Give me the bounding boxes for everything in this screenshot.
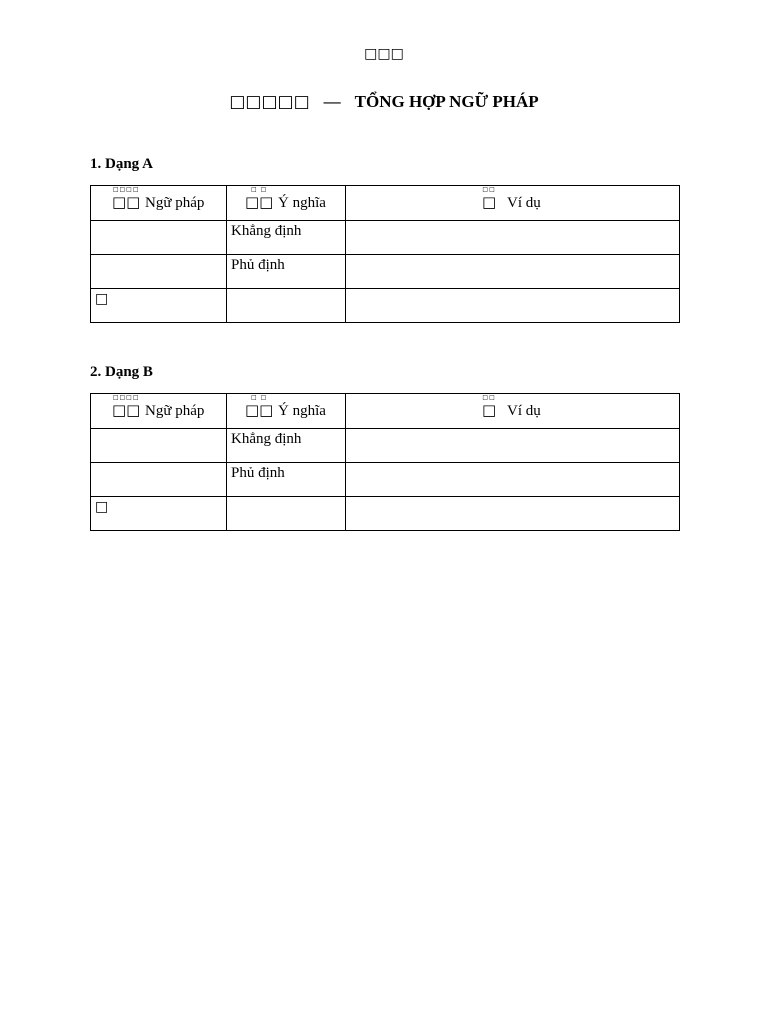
title-vietnamese: TỔNG HỢP NGỮ PHÁP xyxy=(354,92,539,111)
header-label: Ý nghĩa xyxy=(278,195,326,211)
section-heading-a: 1. Dạng A xyxy=(90,156,153,172)
cell-example[interactable] xyxy=(346,289,680,323)
kanji-text: □ xyxy=(482,401,497,419)
section-heading-b: 2. Dạng B xyxy=(90,364,153,380)
ruby-text: □□□□ xyxy=(112,186,140,193)
title-dash: — xyxy=(323,92,341,111)
header-label: Ý nghĩa xyxy=(278,403,326,419)
header-label: Ngữ pháp xyxy=(145,195,205,211)
title-japanese: □□□□□ xyxy=(229,92,310,112)
table-row xyxy=(91,463,680,497)
ruby-text: □□ xyxy=(482,186,496,193)
kanji-text: □□ xyxy=(112,193,141,211)
kanji-text: □ xyxy=(482,193,497,211)
ruby-text: □□□□ xyxy=(112,394,140,401)
table-header-row xyxy=(91,394,680,429)
cell-example[interactable] xyxy=(346,463,680,497)
table-header-row xyxy=(91,186,680,221)
cell-grammar[interactable] xyxy=(91,463,227,497)
header-cell-example xyxy=(346,186,680,221)
cell-meaning[interactable]: Khẳng định xyxy=(227,221,346,255)
cell-example[interactable] xyxy=(346,497,680,531)
kanji-text: □□ xyxy=(245,193,274,211)
header-cell-meaning xyxy=(227,186,346,221)
cell-meaning[interactable]: Phủ định xyxy=(227,463,346,497)
header-label: Ví dụ xyxy=(507,195,541,211)
header-cell-grammar xyxy=(91,186,227,221)
cell-example[interactable] xyxy=(346,255,680,289)
header-cell-grammar xyxy=(91,394,227,429)
page-title xyxy=(0,92,768,112)
cell-meaning[interactable]: Khẳng định xyxy=(227,429,346,463)
cell-meaning[interactable]: Phủ định xyxy=(227,255,346,289)
header-cell-meaning xyxy=(227,394,346,429)
cell-grammar[interactable]: □ xyxy=(91,289,227,323)
table-row xyxy=(91,289,680,323)
cell-example[interactable] xyxy=(346,221,680,255)
table-row xyxy=(91,221,680,255)
cell-grammar[interactable] xyxy=(91,221,227,255)
ruby-text: □□ xyxy=(482,394,496,401)
header-code: □□□ xyxy=(364,46,404,62)
grammar-table-a xyxy=(90,185,680,323)
grammar-table-b xyxy=(90,393,680,531)
table-row xyxy=(91,255,680,289)
cell-meaning[interactable] xyxy=(227,289,346,323)
cell-meaning[interactable] xyxy=(227,497,346,531)
kanji-text: □□ xyxy=(112,401,141,419)
table-row xyxy=(91,497,680,531)
cell-example[interactable] xyxy=(346,429,680,463)
cell-grammar[interactable]: □ xyxy=(91,497,227,531)
table-row xyxy=(91,429,680,463)
kanji-text: □□ xyxy=(245,401,274,419)
header-cell-example xyxy=(346,394,680,429)
ruby-text: □ □ xyxy=(251,186,268,193)
ruby-text: □ □ xyxy=(251,394,268,401)
cell-grammar[interactable] xyxy=(91,255,227,289)
header-label: Ngữ pháp xyxy=(145,403,205,419)
cell-grammar[interactable] xyxy=(91,429,227,463)
header-label: Ví dụ xyxy=(507,403,541,419)
